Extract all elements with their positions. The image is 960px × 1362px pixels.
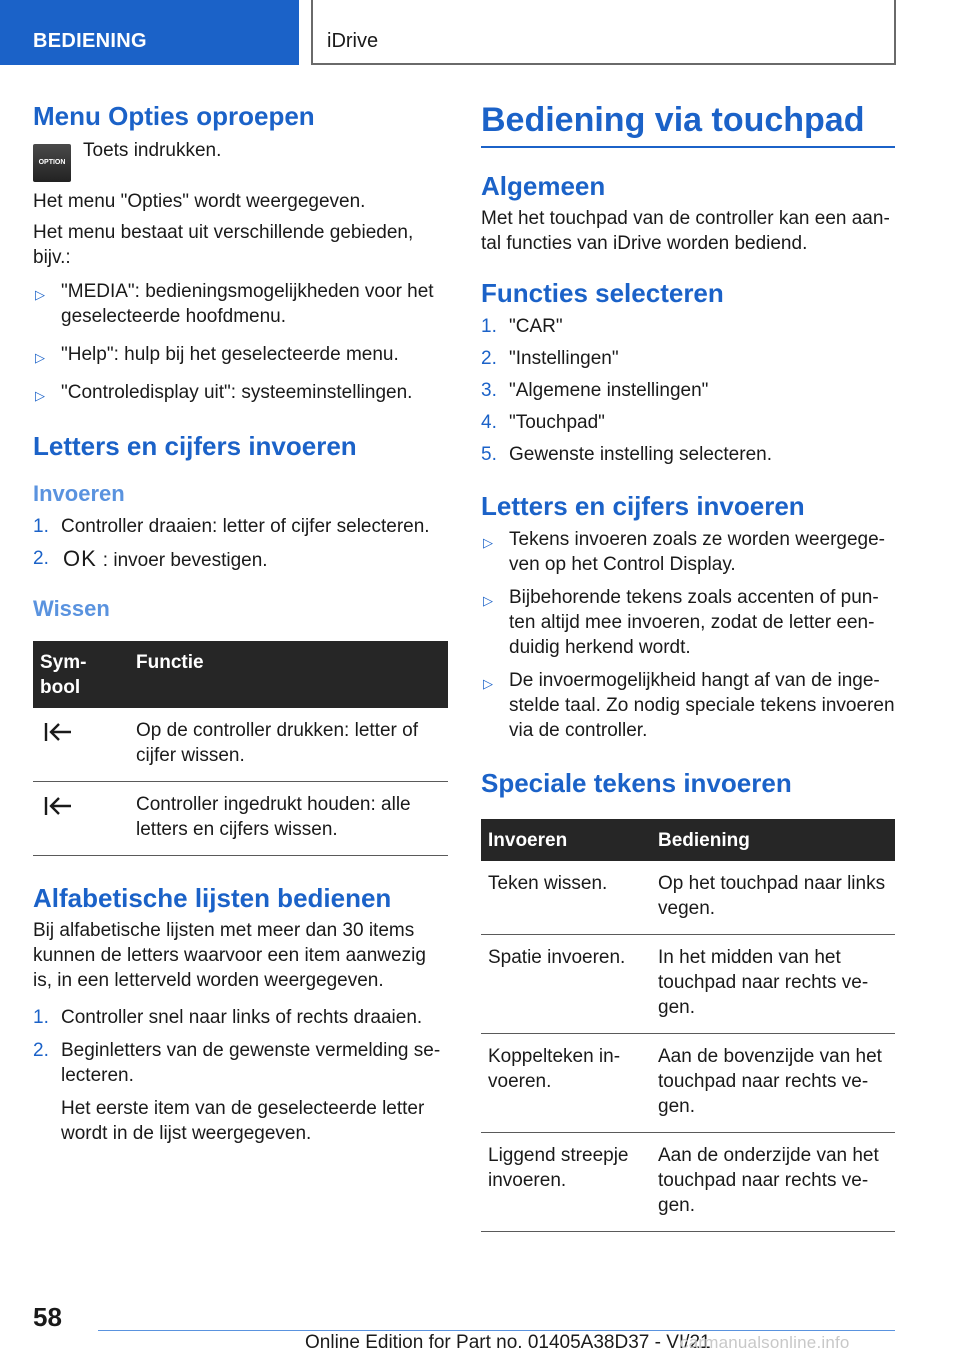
triangle-bullet-icon: ▷ xyxy=(35,388,45,403)
options-paragraph-2: Het menu bestaat uit verschillende gebieden, bijv.: xyxy=(33,222,414,268)
touchpad-main-heading: Bediening via touchpad xyxy=(481,100,895,148)
table-row xyxy=(481,861,895,935)
algemeen-heading: Algemeen xyxy=(481,171,606,201)
list-item: 1. Controller draaien: letter of cijfer selecteren. xyxy=(33,516,430,537)
speciale-table xyxy=(481,819,895,1232)
triangle-bullet-icon: ▷ xyxy=(483,676,493,691)
list-item: 3. "Algemene instellingen" xyxy=(481,380,709,401)
options-paragraph-1: Het menu "Opties" wordt weergegeven. xyxy=(33,191,366,212)
speciale-heading: Speciale tekens invoeren xyxy=(481,768,792,798)
ok-key-icon: OK xyxy=(63,546,97,571)
functies-steps xyxy=(481,314,895,467)
header-topic-box xyxy=(311,0,896,65)
invoeren-heading: Invoeren xyxy=(33,481,125,506)
table-cell: Controller ingedrukt houden: alle letters en cijfers wissen. xyxy=(129,782,448,856)
table-cell: Aan de onderzijde van het touchpad naar rechts vegen. xyxy=(651,1133,895,1232)
list-item: 5. Gewenste instelling selecteren. xyxy=(481,444,772,465)
right-column xyxy=(481,100,895,1232)
list-item: 2. "Instellingen" xyxy=(481,348,619,369)
triangle-bullet-icon: ▷ xyxy=(35,350,45,365)
list-item: 4. "Touchpad" xyxy=(481,412,605,433)
alpha-paragraph: Bij alfabetische lijsten met meer dan 30 items kunnen de letters waarvoor een item aanwezig is, in een letterveld worden weergegeven. xyxy=(33,920,426,991)
footer-divider xyxy=(98,1330,895,1331)
triangle-bullet-icon: ▷ xyxy=(483,535,493,550)
option-step xyxy=(33,138,448,183)
alpha-lists-heading: Alfabetische lijsten bedienen xyxy=(33,883,392,913)
table-cell: Op de controller drukken: letter of cijfer wissen. xyxy=(129,708,448,782)
list-item: ▷ Tekens invoeren zoals ze worden weergegeven op het Control Display. xyxy=(483,529,885,575)
table-row xyxy=(33,708,448,782)
left-column xyxy=(33,100,448,1146)
delete-back-icon xyxy=(40,794,76,818)
list-item: 2. OK : invoer bevestigen. xyxy=(33,546,268,571)
table-cell: Koppelteken invoeren. xyxy=(481,1034,651,1133)
table-row xyxy=(33,782,448,856)
list-item: 1. Controller snel naar links of rechts draaien. xyxy=(33,1007,423,1028)
table-header-function: Functie xyxy=(129,641,448,708)
watermark-text: carmanualsonline.info xyxy=(680,1333,850,1352)
list-item: 2. Beginletters van de gewenste vermelding selecteren. xyxy=(33,1040,441,1086)
list-item: ▷ De invoermogelijkheid hangt af van de ingestelde taal. Zo nodig speciale tekens invoeren via de controller. xyxy=(483,670,895,741)
list-item: ▷ "Controledisplay uit": systeeminstellingen. xyxy=(33,380,448,405)
alpha-steps xyxy=(33,1005,448,1088)
letters-heading-right: Letters en cijfers invoeren xyxy=(481,491,805,521)
table-row xyxy=(481,1034,895,1133)
functies-heading: Functies selecteren xyxy=(481,278,724,308)
wissen-heading: Wissen xyxy=(33,596,110,621)
header-section-tab xyxy=(0,0,299,65)
header-topic-label: iDrive xyxy=(327,30,379,52)
table-header-bediening: Bediening xyxy=(651,819,895,861)
table-cell: Liggend streepje invoeren. xyxy=(481,1133,651,1232)
list-item: ▷ "Help": hulp bij het geselecteerde menu. xyxy=(33,342,448,367)
table-cell: In het midden van het touchpad naar rechts vegen. xyxy=(651,935,895,1034)
wissen-table xyxy=(33,641,448,856)
table-header-invoeren: Invoeren xyxy=(481,819,651,861)
alpha-note: Het eerste item van de geselecteerde letter wordt in de lijst weergegeven. xyxy=(61,1098,425,1144)
list-item: 1. "CAR" xyxy=(481,316,563,337)
table-row xyxy=(481,935,895,1034)
table-cell: Teken wissen. xyxy=(481,861,651,935)
footer-edition: Online Edition for Part no. 01405A38D37 - VI/21 xyxy=(305,1332,711,1353)
letters-bullets xyxy=(481,527,895,743)
algemeen-paragraph: Met het touchpad van de controller kan een aantal functies van iDrive worden bediend. xyxy=(481,208,890,254)
option-step-text: Toets indrukken. xyxy=(83,140,222,161)
list-item: ▷ Bijbehorende tekens zoals accenten of punten altijd mee invoeren, zodat de letter eenduidig herkend wordt. xyxy=(483,587,879,658)
table-row xyxy=(481,1133,895,1232)
table-cell: Aan de bovenzijde van het touchpad naar rechts vegen. xyxy=(651,1034,895,1133)
list-item: ▷ "MEDIA": bedieningsmogelijkheden voor het geselecteerde hoofdmenu. xyxy=(35,281,434,327)
options-bullet-list xyxy=(33,279,448,405)
letters-heading: Letters en cijfers invoeren xyxy=(33,431,357,461)
triangle-bullet-icon: ▷ xyxy=(35,287,45,302)
menu-options-heading: Menu Opties oproepen xyxy=(33,101,315,131)
header-section-label: BEDIENING xyxy=(33,30,147,52)
delete-back-icon xyxy=(40,720,76,744)
table-cell: Spatie invoeren. xyxy=(481,935,651,1034)
page-number: 58 xyxy=(33,1302,62,1332)
triangle-bullet-icon: ▷ xyxy=(483,593,493,608)
option-key-icon: OPTION xyxy=(33,144,71,182)
table-cell: Op het touchpad naar links vegen. xyxy=(651,861,895,935)
table-header-symbol: Sym- bool xyxy=(33,641,129,708)
invoeren-steps xyxy=(33,514,448,573)
